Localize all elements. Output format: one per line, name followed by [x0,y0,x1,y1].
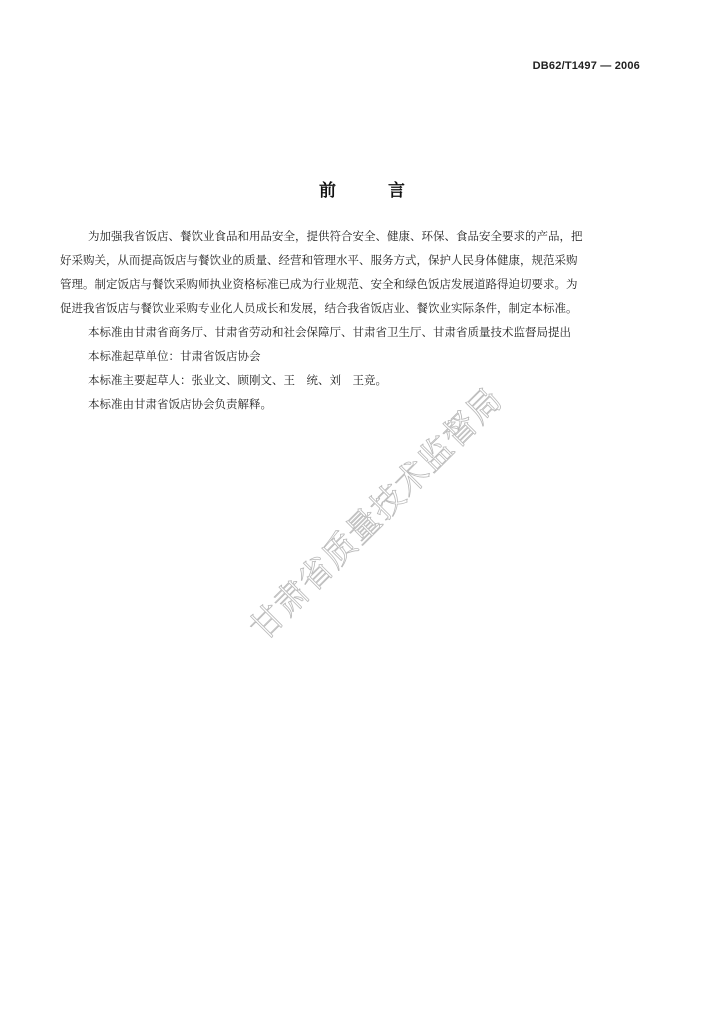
paragraph-drafters: 本标准主要起草人：张业文、顾刚文、王 统、刘 王竞。 [88,373,387,387]
standard-code: DB62/T1497 — 2006 [532,60,640,72]
paragraph-drafting-unit: 本标准起草单位：甘肃省饭店协会 [88,349,261,363]
title-char-right: 言 [388,181,405,201]
foreword-body [60,224,642,416]
page-title [0,176,724,201]
paragraph-interpretation: 本标准由甘肃省饭店协会负责解释。 [88,397,272,411]
paragraph-line: 好采购关，从而提高饭店与餐饮业的质量、经营和管理水平、服务方式，保护人民身体健康，规范采购 [60,253,578,267]
paragraph-proposer: 本标准由甘肃省商务厅、甘肃省劳动和社会保障厅、甘肃省卫生厅、甘肃省质量技术监督局提出 [88,325,571,339]
paragraph-line: 促进我省饭店与餐饮业采购专业化人员成长和发展，结合我省饭店业、餐饮业实际条件，制定本标准。 [60,301,578,315]
paragraph-line: 管理。制定饭店与餐饮采购师执业资格标准已成为行业规范、安全和绿色饭店发展道路得迫切要求。为 [60,277,578,291]
title-char-left: 前 [319,181,336,201]
watermark-text: 甘肃省质量技术监督局 [241,379,510,648]
paragraph-purpose [60,224,642,320]
paragraph-line: 为加强我省饭店、餐饮业食品和用品安全，提供符合安全、健康、环保、食品安全要求的产品，把 [88,229,583,243]
